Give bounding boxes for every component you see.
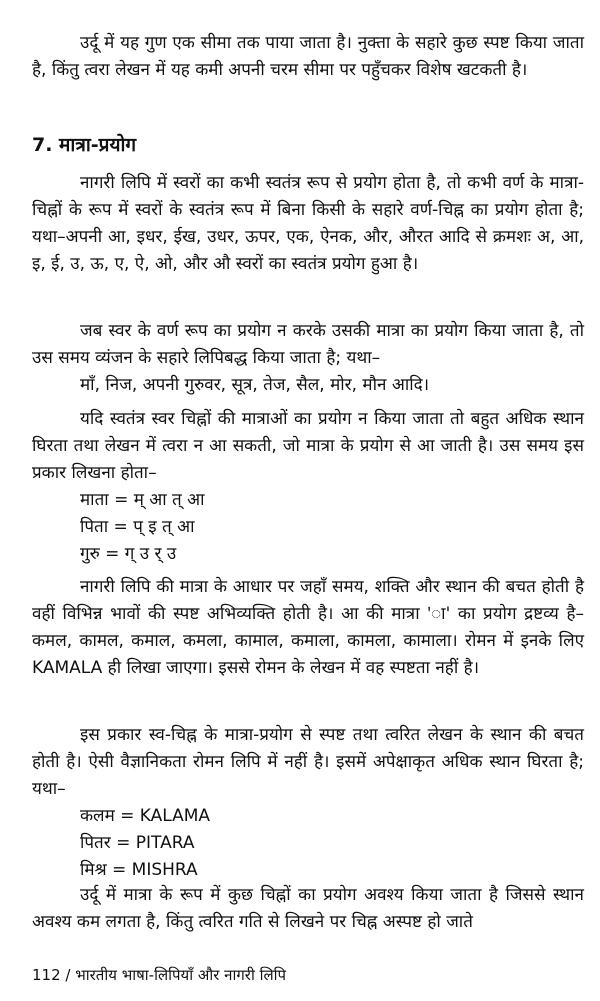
paragraph-text: नागरी लिपि में स्वरों का कभी स्वतंत्र रूप से प्रयोग होता है, तो कभी वर्ण के मात्रा-चिह्नों के रूप में स्वरों के स्वतंत्र रूप में बिना किसी के सहारे वर्ण-चिह्न का प्रयोग होता है; यथा–अपनी आ, इधर, ईख, उधर, ऊपर, एक, ऐनक, और, औरत आदि से क्रमशः अ, आ, इ, ई, उ, ऊ, ए, ऐ, ओ, और औ स्वरों का स्वतंत्र प्रयोग हुआ है। <box>32 173 584 274</box>
paragraph-text: उर्दू में यह गुण एक सीमा तक पाया जाता है। नुक्ता के सहारे कुछ स्पष्ट किया जाता है, किंतु त्वरा लेखन में यह कमी अपनी चरम सीमा पर पहुँचकर विशेष खटकती है। <box>32 33 584 80</box>
paragraph-swatantra <box>32 406 584 568</box>
paragraph-urdu-matra <box>32 882 584 936</box>
paragraph-text: जब स्वर के वर्ण रूप का प्रयोग न करके उसकी मात्रा का प्रयोग किया जाता है, तो उस समय व्यंजन के सहारे लिपिबद्ध किया जाता है; यथा– <box>32 321 584 368</box>
paragraph-kamala <box>32 574 584 682</box>
paragraph-text: यदि स्वतंत्र स्वर चिह्नों की मात्राओं का प्रयोग न किया जाता तो बहुत अधिक स्थान घिरता तथा लेखन में त्वरा न आ सकती, जो मात्रा के प्रयोग से आ जाती है। उस समय इस प्रकार लिखना होता– <box>32 409 584 483</box>
example-kalam: कलम = KALAMA <box>80 806 211 826</box>
paragraph-urdu-nukta <box>32 30 584 84</box>
example-line: माँ, निज, अपनी गुरुवर, सूत्र, तेज, सैल, मोर, मौन आदि। <box>80 375 430 395</box>
paragraph-matra-intro <box>32 170 584 278</box>
page-footer: 112 / भारतीय भाषा-लिपियाँ और नागरी लिपि <box>32 966 287 984</box>
section-heading: 7. मात्रा-प्रयोग <box>32 134 137 156</box>
paragraph-vyanjan <box>32 318 584 399</box>
paragraph-text: नागरी लिपि की मात्रा के आधार पर जहाँ समय, शक्ति और स्थान की बचत होती है वहीं विभिन्न भावों की स्पष्ट अभिव्यक्ति होती है। आ की मात्रा 'ा' का प्रयोग द्रष्टव्य है–कमल, कामल, कमाल, कमला, कामाल, कमाला, कामला, कामाला। रोमन में इनके लिए KAMALA ही लिखा जाएगा। इससे रोमन के लेखन में वह स्पष्टता नहीं है। <box>32 577 584 678</box>
example-pita: पिता = प् इ त् आ <box>80 517 195 537</box>
paragraph-roman <box>32 722 584 884</box>
paragraph-text: उर्दू में मात्रा के रूप में कुछ चिह्नों का प्रयोग अवश्य किया जाता है जिससे स्थान अवश्य कम लगता है, किंतु त्वरित गति से लिखने पर चिह्न अस्पष्ट हो जाते <box>32 885 584 932</box>
paragraph-text: इस प्रकार स्व-चिह्न के मात्रा-प्रयोग से स्पष्ट तथा त्वरित लेखन के स्थान की बचत होती है। ऐसी वैज्ञानिकता रोमन लिपि में नहीं है। इसमें अपेक्षाकृत अधिक स्थान घिरता है; यथा– <box>32 725 584 799</box>
example-mata: माता = म् आ त् आ <box>80 490 205 510</box>
example-pitar: पितर = PITARA <box>80 833 195 853</box>
example-guru: गुरु = ग् उ र् उ <box>80 544 177 564</box>
example-mishra: मिश्र = MISHRA <box>80 860 198 880</box>
